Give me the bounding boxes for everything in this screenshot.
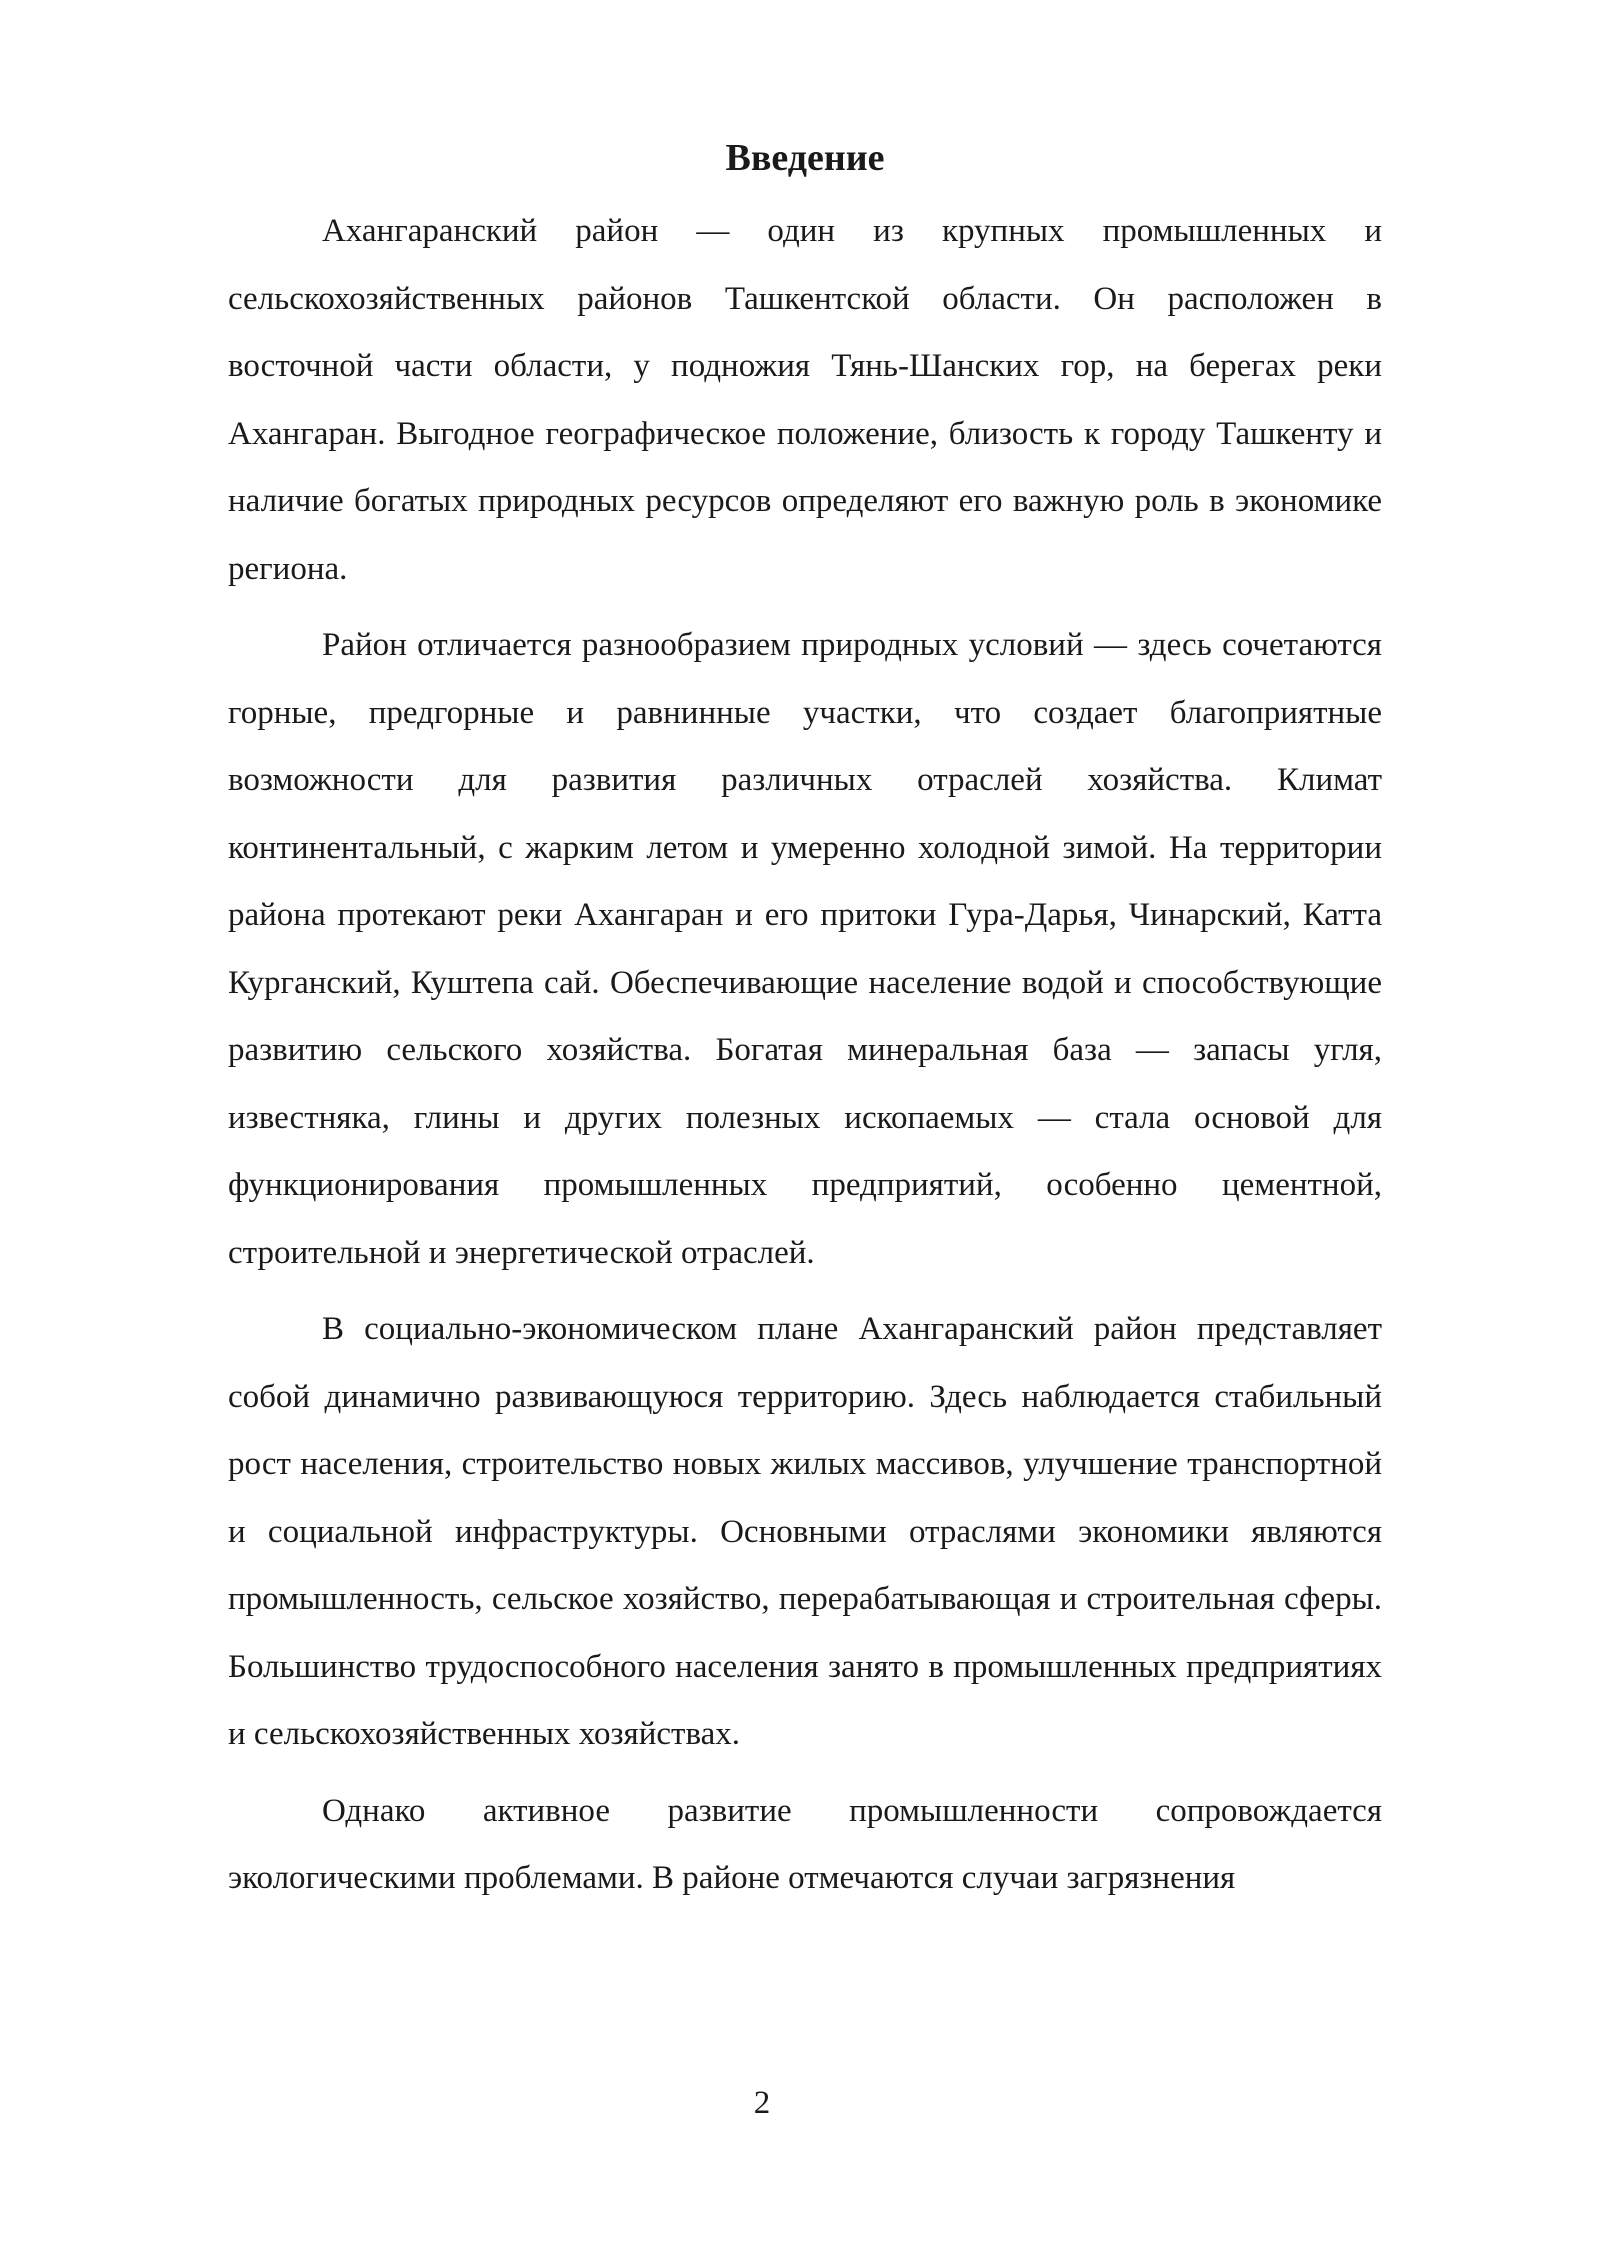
page-content <box>228 128 1382 1922</box>
paragraph-3: В социально-экономическом плане Ахангаранский район представляет собой динамично развивающуюся территорию. Здесь наблюдается стабильный рост населения, строительство новых жилых массивов, улучшение транспортной и социальной инфраструктуры. Основными отраслями экономики являются промышленность, сельское хозяйство, перерабатывающая и строительная сферы. Большинство трудоспособного населения занято в промышленных предприятиях и сельскохозяйственных хозяйствах. <box>228 1311 1382 1752</box>
page-number: 2 <box>753 2085 771 2121</box>
page-title: Введение <box>725 137 885 179</box>
paragraph-4: Однако активное развитие промышленности сопровождается экологическими проблемами. В районе отмечаются случаи загрязнения <box>228 1792 1382 1896</box>
paragraph-2: Район отличается разнообразием природных условий — здесь сочетаются горные, предгорные и равнинные участки, что создает благоприятные возможности для развития различных отраслей хозяйства. Климат континентальный, с жарким летом и умеренно холодной зимой. На территории района протекают реки Ахангаран и его притоки Гура-Дарья, Чинарский, Катта Курганский, Куштепа сай. Обеспечивающие население водой и способствующие развитию сельского хозяйства. Богатая минеральная база — запасы угля, известняка, глины и других полезных ископаемых — стала основой для функционирования промышленных предприятий, особенно цементной, строительной и энергетической отраслей. <box>228 627 1382 1271</box>
paragraph-1: Ахангаранский район — один из крупных промышленных и сельскохозяйственных районов Ташкентской области. Он расположен в восточной части области, у подножия Тянь-Шанских гор, на берегах реки Ахангаран. Выгодное географическое положение, близость к городу Ташкенту и наличие богатых природных ресурсов определяют его важную роль в экономике региона. <box>228 213 1382 587</box>
